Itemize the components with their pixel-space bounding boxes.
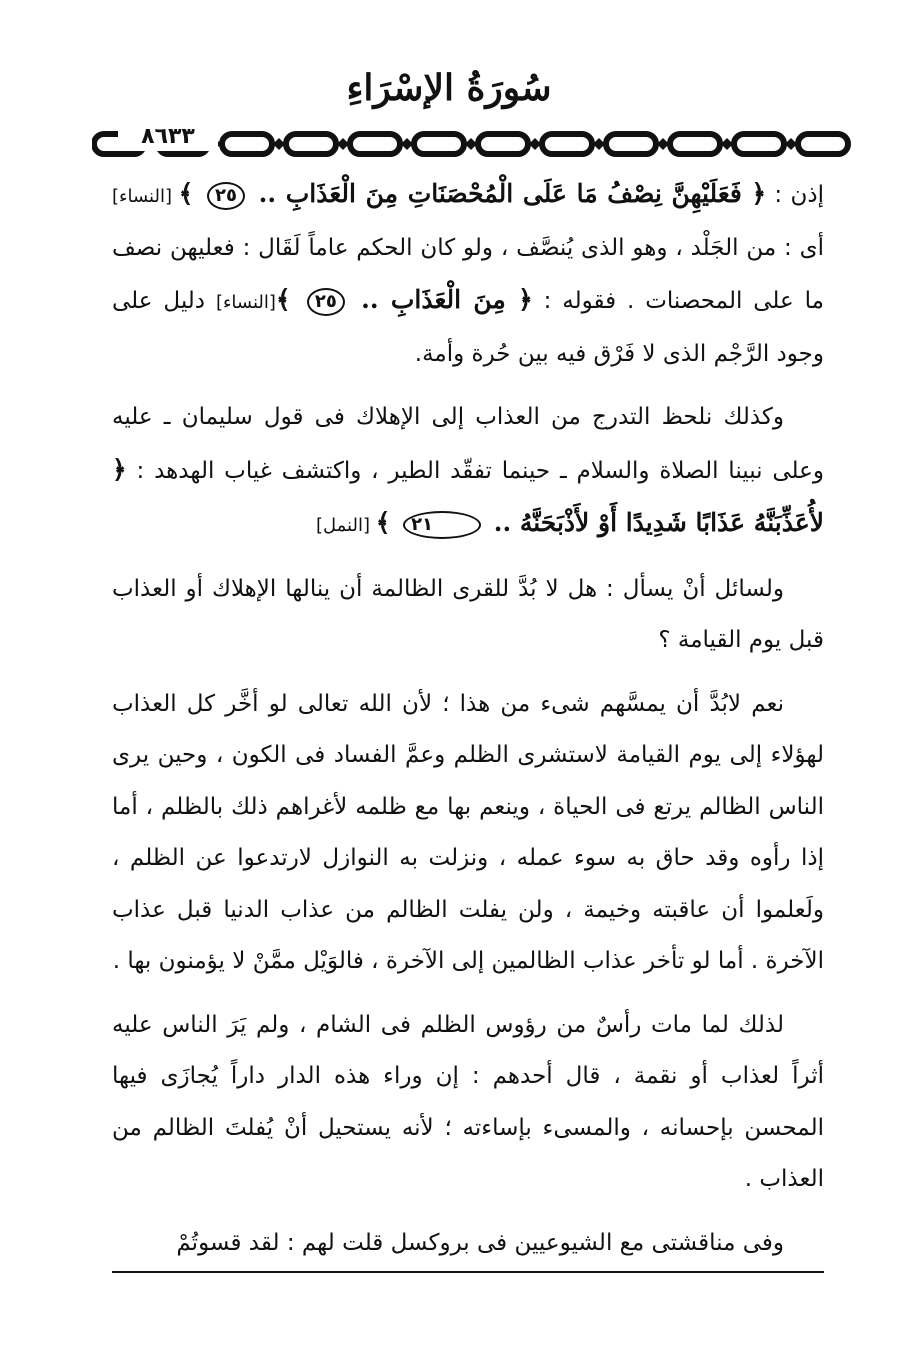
ornament-link bbox=[350, 134, 400, 154]
ornament-link bbox=[286, 134, 336, 154]
quran-verse: ﴿ لأُعَذِّبَنَّهُ عَذَابًا شَدِيدًا أَوْ لأَذْبَحَنَّهُ .. bbox=[112, 454, 824, 537]
body-text: لذلك لما مات رأسٌ من رؤوس الظلم فى الشام ، ولم يَرَ الناس عليه أثراً لعذاب أو نقمة ، قال أحدهم : إن وراء هذه الدار داراً يُجازَى فيها المحسن بإحسانه ، والمسىء بإساءته ؛ لأنه يستحيل أنْ يُفلتَ الظالم من العذاب . bbox=[112, 1011, 824, 1192]
body-text: وكذلك نلحظ التدرج من العذاب إلى الإهلاك فى قول سليمان ـ عليه وعلى نبينا الصلاة والسلام ـ حينما تفقّد الطير ، واكتشف غياب الهدهد : bbox=[112, 404, 824, 484]
footer-rule bbox=[112, 1271, 824, 1273]
ornament-diamond bbox=[465, 138, 477, 150]
paragraph bbox=[112, 1218, 824, 1270]
ornament-link bbox=[606, 134, 656, 154]
paragraph bbox=[112, 679, 824, 988]
quran-verse: ﴾ bbox=[275, 285, 303, 314]
quran-verse: ﴿ فَعَلَيْهِنَّ نِصْفُ مَا عَلَى الْمُحْصَنَاتِ مِنَ الْعَذَابِ .. bbox=[248, 179, 767, 208]
ornament-link bbox=[222, 134, 272, 154]
body-text: أى : من الجَلْد ، وهو الذى يُنصَّف ، ولو كان الحكم عاماً لَقَال : فعليهن نصف ما على المحصنات . فقوله : bbox=[112, 234, 824, 314]
quran-verse: ﴾ bbox=[375, 508, 400, 537]
body-text: إذن : bbox=[766, 182, 824, 208]
body-text: وفى مناقشتى مع الشيوعيين فى بروكسل قلت لهم : لقد قسوتُمْ bbox=[176, 1229, 784, 1256]
quran-verse: ﴿ مِنَ الْعَذَابِ .. bbox=[348, 285, 533, 314]
ornament-diamond bbox=[401, 138, 413, 150]
ornament-diamond bbox=[273, 138, 285, 150]
ornament-diamond bbox=[657, 138, 669, 150]
paragraph bbox=[112, 392, 824, 552]
ornament-diamond bbox=[721, 138, 733, 150]
paragraph bbox=[112, 1000, 824, 1206]
body-text: ولسائل أنْ يسأل : هل لا بُدَّ للقرى الظالمة أن ينالها الإهلاك أو العذاب قبل يوم القيامة ؟ bbox=[112, 575, 824, 653]
ornament-diamond bbox=[785, 138, 797, 150]
verse-number-badge: ٢٥ bbox=[207, 182, 245, 210]
ornament-link bbox=[478, 134, 528, 154]
ornament-link bbox=[734, 134, 784, 154]
surah-title: سُورَةُ الإسْرَاءِ bbox=[346, 67, 552, 109]
ornament-diamond bbox=[529, 138, 541, 150]
body-text: دليل على وجود الرَّجْم الذى لا فَرْق فيه بين حُرة وأمة. bbox=[112, 288, 824, 367]
ornament-link bbox=[414, 134, 464, 154]
surah-reference: [النساء] bbox=[112, 186, 179, 207]
ornament-link bbox=[670, 134, 720, 154]
paragraph bbox=[112, 168, 824, 380]
page-number: ٨٦٣٣ bbox=[118, 123, 218, 151]
ornament-link bbox=[542, 134, 592, 154]
surah-reference: [النمل] bbox=[315, 515, 376, 536]
verse-number-badge: ٢٥ bbox=[307, 288, 345, 316]
ornament-diamond bbox=[337, 138, 349, 150]
ornament-link bbox=[798, 134, 848, 154]
body-text: نعم لابُدَّ أن يمسَّهم شىء من هذا ؛ لأن الله تعالى لو أخَّر كل العذاب لهؤلاء إلى يوم القيامة لاستشرى الظلم وعمَّ الفساد فى الكون ، وحين يرى الناس الظالم يرتع فى الحياة ، وينعم بها مع ظلمه لأغراهم ذلك بالظلم ، أما إذا رأوه وقد حاق به سوء عمله ، ونزلت به النوازل لارتدعوا عن الظلم ، ولَعلموا أن عاقبته وخيمة ، ولن يفلت الظالم من عذاب الدنيا قبل عذاب الآخرة . أما لو تأخر عذاب الظالمين إلى الآخرة ، فالوَيْل ممَّنْ لا يؤمنون بها . bbox=[112, 690, 824, 974]
verse-number-badge: ٢١ bbox=[403, 511, 481, 539]
surah-reference: [النساء] bbox=[215, 292, 276, 313]
quran-verse: ﴾ bbox=[178, 179, 203, 208]
paragraph bbox=[112, 564, 824, 667]
ornament-diamond bbox=[593, 138, 605, 150]
page-body-text bbox=[112, 168, 824, 1269]
